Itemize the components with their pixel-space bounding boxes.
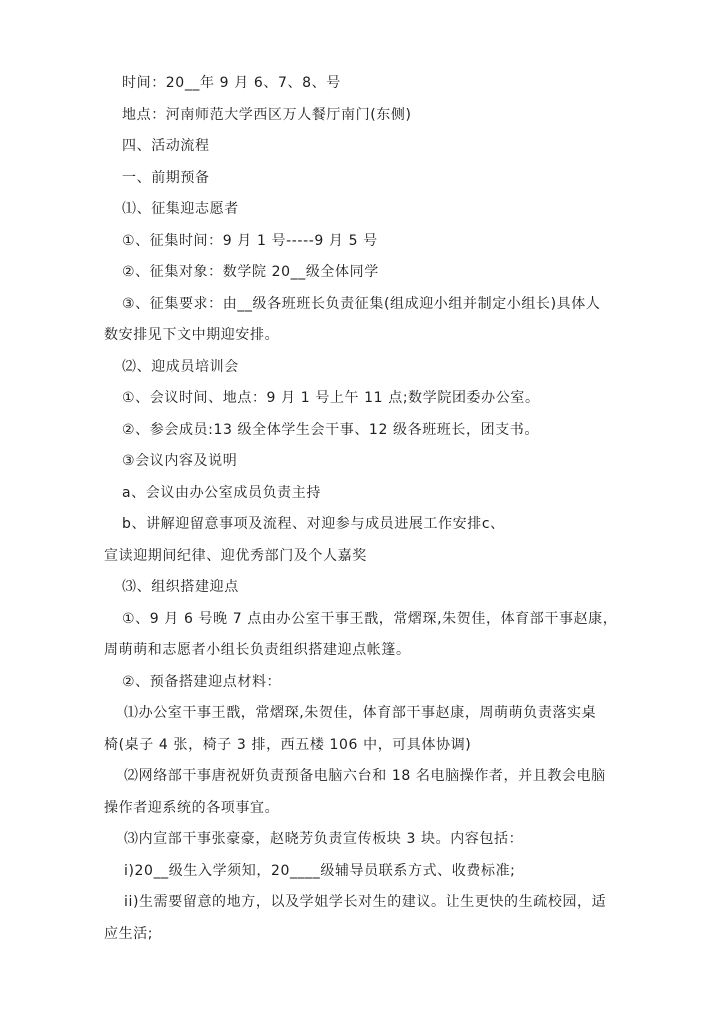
text-line-continued: 数安排见下文中期迎安排。 bbox=[104, 327, 280, 343]
item-heading: ⑴、征集迎志愿者 bbox=[122, 201, 239, 217]
text-line: ①、征集时间：9 月 1 号-----9 月 5 号 bbox=[122, 232, 378, 249]
text-line: b、讲解迎留意事项及流程、对迎参与成员进展工作安排c、 bbox=[122, 516, 505, 532]
text-line: i)20__级生入学须知，20____级辅导员联系方式、收费标准; bbox=[124, 862, 516, 879]
item-heading: ⑶、组织搭建迎点 bbox=[122, 579, 239, 595]
text-line-continued: 椅(桌子 4 张，椅子 3 排，西五楼 106 中，可具体协调) bbox=[104, 736, 472, 753]
text-line: ⑵网络部干事唐祝妍负责预备电脑六台和 18 名电脑操作者，并且教会电脑 bbox=[124, 768, 606, 784]
text-line: ②、参会成员:13 级全体学生会干事、12 级各班班长，团支书。 bbox=[122, 421, 539, 438]
text-line: a、会议由办公室成员负责主持 bbox=[122, 484, 321, 501]
text-line: ②、预备搭建迎点材料： bbox=[122, 673, 282, 690]
text-line: ii)生需要留意的地方，以及学姐学长对生的建议。让生更快的生疏校园，适 bbox=[124, 894, 607, 910]
text-line-continued: 操作者迎系统的各项事宜。 bbox=[104, 799, 280, 816]
text-line-continued: 周萌萌和志愿者小组长负责组织搭建迎点帐篷。 bbox=[104, 642, 411, 658]
text-line: ⑴办公室干事王戬，常熠琛,朱贺佳，体育部干事赵康，周萌萌负责落实桌 bbox=[124, 705, 597, 721]
section-heading: 四、活动流程 bbox=[122, 138, 210, 154]
text-line-continued: 应生活; bbox=[104, 925, 154, 942]
text-line: 时间：20__年 9 月 6、7、8、号 bbox=[122, 75, 341, 91]
item-heading: ⑵、迎成员培训会 bbox=[122, 358, 239, 375]
text-line: ①、会议时间、地点：9 月 1 号上午 11 点;数学院团委办公室。 bbox=[122, 390, 540, 406]
text-line: ③会议内容及说明 bbox=[122, 453, 238, 469]
text-line: ②、征集对象：数学院 20__级全体同学 bbox=[122, 264, 379, 280]
text-line-continued: 宣读迎期间纪律、迎优秀部门及个人嘉奖 bbox=[104, 547, 367, 564]
text-line: 地点：河南师范大学西区万人餐厅南门(东侧) bbox=[122, 106, 412, 123]
subsection-heading: 一、前期预备 bbox=[122, 169, 210, 186]
text-line: ③、征集要求：由__级各班班长负责征集(组成迎小组并制定小组长)具体人 bbox=[122, 295, 601, 312]
document-body bbox=[0, 74, 720, 956]
text-line: ①、9 月 6 号晚 7 点由办公室干事王戬，常熠琛,朱贺佳，体育部干事赵康， bbox=[122, 610, 618, 627]
text-line: ⑶内宣部干事张豪豪，赵晓芳负责宣传板块 3 块。内容包括： bbox=[124, 831, 524, 847]
